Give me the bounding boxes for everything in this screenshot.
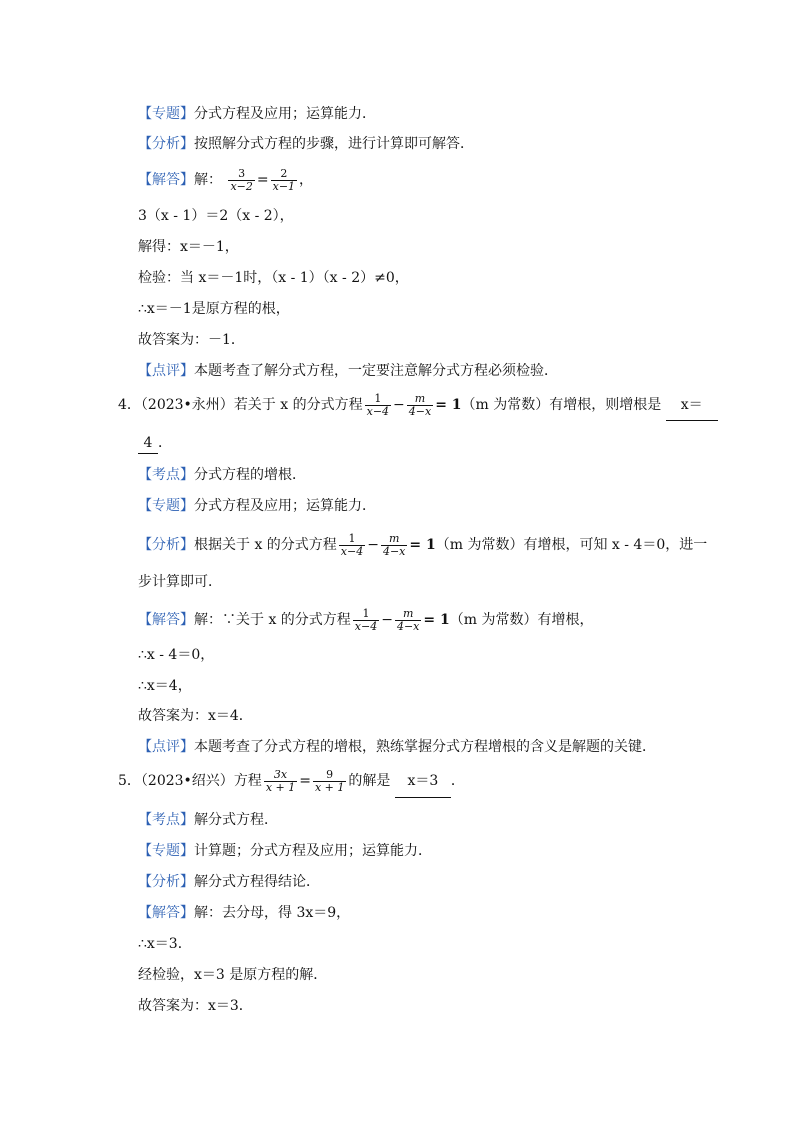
q4-jieda-equals-one: = 1 <box>423 612 450 628</box>
q4-fenxi-minus: − <box>367 537 379 553</box>
q4-end: ． <box>158 435 172 451</box>
q4-s1: ∴x - 4＝0， <box>138 647 215 663</box>
q5-zhuanti-line <box>138 841 432 861</box>
q3-step2: 解得：x＝－1， <box>138 239 239 255</box>
q4-answer-part2: 4 <box>138 433 158 454</box>
q3-step1: 3（x - 1）＝2（x - 2）， <box>138 208 294 224</box>
q4-jieda-line <box>138 605 593 635</box>
q4-stem <box>118 390 718 421</box>
q5-end: ． <box>450 773 465 789</box>
q4-fenxi-fraction-2: $\frac{m}{4-x}$ <box>382 531 406 558</box>
q4-fenxi-c: 步计算即可． <box>138 574 222 590</box>
q3-dianping-line <box>138 361 558 381</box>
fenxi-tag: 【分析】 <box>138 537 194 553</box>
jieda-tag: 【解答】 <box>138 612 194 628</box>
q4-kaodian-line <box>138 465 306 485</box>
q5-fraction-1: $\frac{3x}{x + 1}$ <box>265 767 296 794</box>
q4-jieda-a: 解：∵关于 x 的分式方程 <box>194 612 351 628</box>
q5-number: 5． <box>118 773 141 789</box>
q3-zhuanti-text: 分式方程及应用；运算能力． <box>194 106 376 122</box>
q5-fenxi-line <box>138 872 320 892</box>
zhuanti-tag: 【专题】 <box>138 106 194 122</box>
zhuanti-tag: 【专题】 <box>138 843 194 859</box>
q4-jieda-fraction-1: $\frac{1}{x-4}$ <box>354 606 378 633</box>
q4-fenxi-a: 根据关于 x 的分式方程 <box>194 537 337 553</box>
q5-jieda-line <box>138 903 350 923</box>
q4-answer-line2 <box>138 433 172 454</box>
q5-jieda-text: 解：去分母，得 3x＝9， <box>194 905 351 921</box>
q4-minus: − <box>393 397 405 413</box>
q3-jieda-line <box>138 166 313 194</box>
q5-fraction-2: $\frac{9}{x + 1}$ <box>314 767 345 794</box>
q5-s3: 故答案为：x＝3． <box>138 998 253 1014</box>
q4-kaodian-text: 分式方程的增根． <box>194 467 306 483</box>
q4-dianping-line <box>138 737 656 757</box>
q5-fenxi-text: 解分式方程得结论． <box>194 874 320 890</box>
q3-equals: = <box>256 172 269 188</box>
q5-stem <box>118 765 465 798</box>
q4-s3: 故答案为：x＝4． <box>138 708 253 724</box>
q5-answer: x＝3 <box>395 765 451 798</box>
jieda-tag: 【解答】 <box>138 172 194 188</box>
zhuanti-tag: 【专题】 <box>138 498 194 514</box>
q4-stem-b: （m 为常数）有增根，则增根是 <box>461 397 662 413</box>
jieda-tag: 【解答】 <box>138 905 194 921</box>
q4-fraction-1: $\frac{1}{x-4}$ <box>366 391 390 418</box>
q4-s2: ∴x＝4， <box>138 678 192 694</box>
q3-eq-comma: ， <box>299 172 314 188</box>
q4-fenxi-equals-one: = 1 <box>409 537 436 553</box>
q3-step4: ∴x＝－1是原方程的根， <box>138 301 290 317</box>
q4-answer-part1: x＝ <box>666 390 718 421</box>
q4-number: 4． <box>118 397 141 413</box>
dianping-tag: 【点评】 <box>138 363 194 379</box>
q4-fenxi-line <box>138 530 707 560</box>
fenxi-tag: 【分析】 <box>138 874 194 890</box>
q5-kaodian-text: 解分式方程． <box>194 812 278 828</box>
q3-step3: 检验：当 x＝－1时，（x - 1）（x - 2）≠0， <box>138 270 409 286</box>
q3-fraction-rhs: $\frac{2}{x-1}$ <box>272 166 296 193</box>
q5-kaodian-line <box>138 810 278 830</box>
q3-fenxi-text: 按照解分式方程的步骤，进行计算即可解答． <box>194 136 474 152</box>
q4-fenxi-b: （m 为常数）有增根，可知 x - 4＝0，进一 <box>435 537 708 553</box>
q5-s2: 经检验，x＝3 是原方程的解． <box>138 967 328 983</box>
fenxi-tag: 【分析】 <box>138 136 194 152</box>
q3-jie-text: 解： <box>194 172 222 188</box>
q3-dianping-text: 本题考查了解分式方程，一定要注意解分式方程必须检验． <box>194 363 558 379</box>
q5-source: （2023•绍兴） <box>140 773 234 789</box>
q5-s1: ∴x＝3． <box>138 936 192 952</box>
q4-fenxi-fraction-1: $\frac{1}{x-4}$ <box>340 531 364 558</box>
q4-zhuanti-text: 分式方程及应用；运算能力． <box>194 498 376 514</box>
q4-jieda-fraction-2: $\frac{m}{4-x}$ <box>396 606 420 633</box>
q3-zhuanti-line <box>138 104 376 124</box>
q4-dianping-text: 本题考查了分式方程的增根，熟练掌握分式方程增根的含义是解题的关键． <box>194 739 656 755</box>
q5-stem-a: 方程 <box>233 773 262 789</box>
q5-zhuanti-text: 计算题；分式方程及应用；运算能力． <box>194 843 432 859</box>
q3-fenxi-line <box>138 134 474 154</box>
q5-equals: = <box>299 773 311 789</box>
kaodian-tag: 【考点】 <box>138 812 194 828</box>
q5-stem-b: 的解是 <box>348 773 391 789</box>
q4-zhuanti-line <box>138 496 376 516</box>
dianping-tag: 【点评】 <box>138 739 194 755</box>
q4-jieda-minus: − <box>381 612 393 628</box>
q4-stem-a: 若关于 x 的分式方程 <box>233 397 363 413</box>
q3-step5: 故答案为：－1． <box>138 332 245 348</box>
q4-jieda-b: （m 为常数）有增根， <box>449 612 594 628</box>
q3-fraction-lhs: $\frac{3}{x-2}$ <box>230 166 253 193</box>
q4-equals-one: = 1 <box>435 397 462 413</box>
q4-fraction-2: $\frac{m}{4-x}$ <box>408 391 432 418</box>
kaodian-tag: 【考点】 <box>138 467 194 483</box>
q4-source: （2023•永州） <box>140 397 234 413</box>
